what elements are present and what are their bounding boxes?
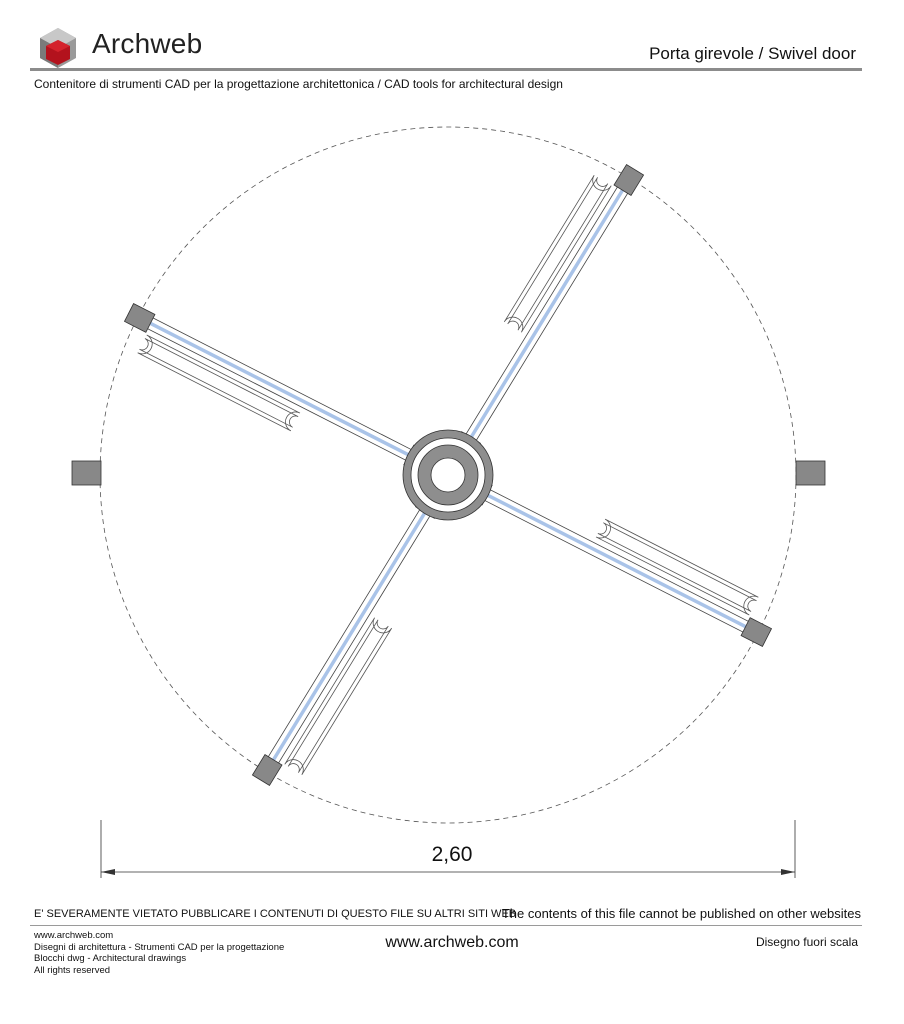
page-title: Porta girevole / Swivel door <box>649 44 856 63</box>
warning-italian: E' SEVERAMENTE VIETATO PUBBLICARE I CONTENUTI DI QUESTO FILE SU ALTRI SITI WEB <box>34 908 517 920</box>
right-wall-post <box>796 461 825 485</box>
footer-info-line: All rights reserved <box>34 964 111 976</box>
footer-info-line: www.archweb.com <box>34 930 114 941</box>
footer-info-line: Blocchi dwg - Architectural drawings <box>34 953 187 964</box>
central-hub <box>403 430 493 520</box>
dimension-label: 2,60 <box>431 843 473 866</box>
door-wing <box>252 485 466 797</box>
door-wing <box>430 153 644 465</box>
scale-note: Disegno fuori scala <box>755 935 858 949</box>
door-wing <box>459 455 781 648</box>
footer-info-line: Disegni di architettura - Strumenti CAD per la progettazione <box>34 941 285 953</box>
footer-rule <box>30 925 862 926</box>
door-wing <box>114 303 436 496</box>
page-subtitle: Contenitore di strumenti CAD per la progettazione architettonica / CAD tools for architectural design <box>34 77 563 91</box>
left-wall-post <box>72 461 101 485</box>
brand-name: Archweb <box>92 28 203 59</box>
warning-english: The contents of this file cannot be published on other websites <box>501 906 861 921</box>
site-link[interactable]: www.archweb.com <box>385 934 519 951</box>
